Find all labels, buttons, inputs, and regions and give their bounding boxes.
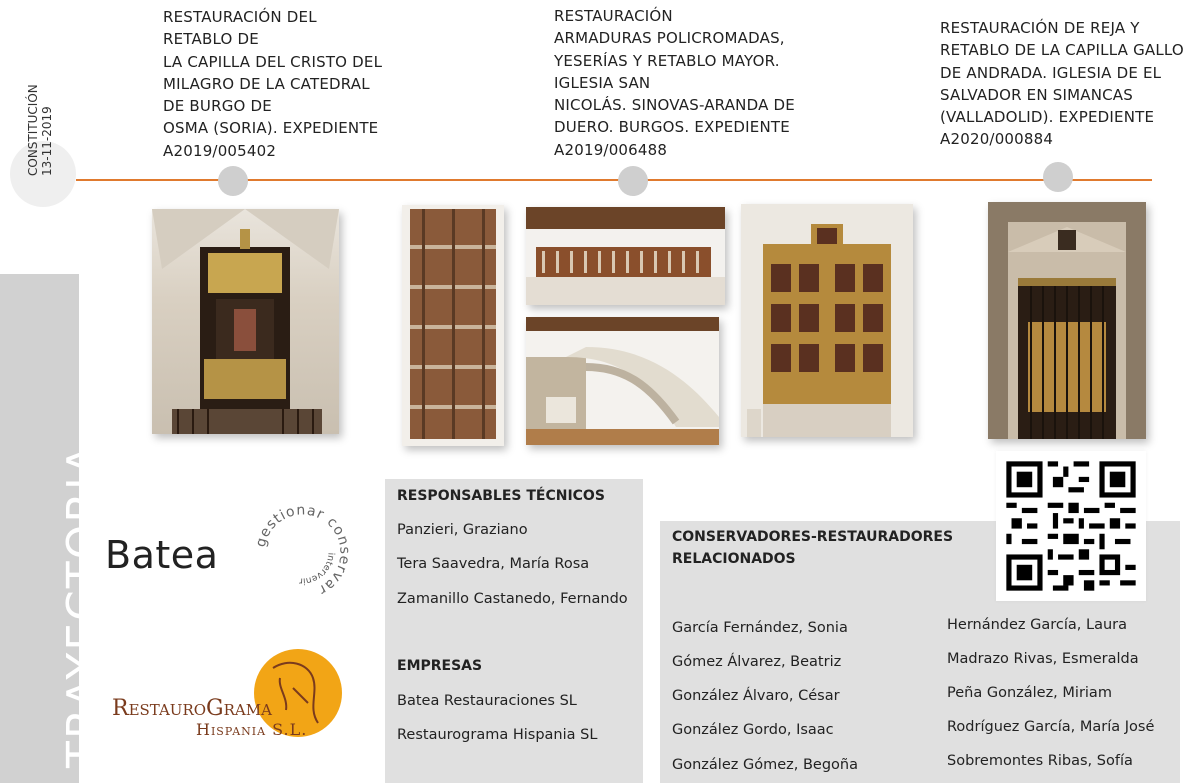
sidebar-title: TRAYECTORIA [58, 443, 109, 768]
responsable-item: Tera Saavedra, María Rosa [397, 556, 590, 572]
project-title-2: RESTAURACIÓN ARMADURAS POLICROMADAS, YESERÍAS Y RETABLO MAYOR. IGLESIA SAN NICOLÁS. SINOVAS-ARANDA DE DUERO. BURGOS. EXPEDIENTE A2019/006488 [554, 7, 795, 159]
project-title-1: RESTAURACIÓN DEL RETABLO DE LA CAPILLA DEL CRISTO DEL MILAGRO DE LA CATEDRAL DE BURGO DE OSMA (SORIA). EXPEDIENTE A2019/005402 [163, 8, 383, 160]
photo-balcon [526, 207, 725, 305]
conservador-item: García Fernández, Sonia [672, 620, 848, 636]
photo-armadura-techo [402, 205, 504, 446]
timeline-dot-1 [218, 166, 248, 196]
conservador-item: Peña González, Miriam [947, 685, 1112, 701]
conservadores-heading: CONSERVADORES-RESTAURADORES [672, 529, 954, 545]
conservador-item: Madrazo Rivas, Esmeralda [947, 651, 1139, 667]
project-title-3: RESTAURACIÓN DE REJA Y RETABLO DE LA CAPILLA GALLO DE ANDRADA. IGLESIA DE EL SALVADOR EN SIMANCAS (VALLADOLID). EXPEDIENTE A2020/000884 [940, 19, 1184, 149]
qr-code[interactable] [996, 451, 1146, 601]
restaurograma-logo [108, 648, 350, 758]
empresas-heading: EMPRESAS [397, 658, 483, 674]
empresa-item: Restaurograma Hispania SL [397, 727, 598, 743]
conservador-item: Sobremontes Ribas, Sofía [947, 753, 1133, 769]
batea-logo: Batea [105, 533, 219, 577]
constitution-date: 13-11-2019 [40, 106, 54, 176]
responsables-heading: RESPONSABLES TÉCNICOS [397, 488, 605, 504]
conservador-item: Hernández García, Laura [947, 617, 1128, 633]
conservador-item: González Gómez, Begoña [672, 757, 858, 773]
timeline-dot-2 [618, 166, 648, 196]
conservador-item: González Álvaro, César [672, 688, 840, 704]
gestionar-conservar-logo [255, 505, 350, 600]
photo-retablo-mayor [741, 204, 913, 437]
conservador-item: Rodríguez García, María José [947, 719, 1155, 735]
responsable-item: Panzieri, Graziano [397, 522, 528, 538]
empresa-item: Batea Restauraciones SL [397, 693, 577, 709]
logo-ring-outer-text: estionar co rvar [256, 505, 350, 599]
timeline-dot-3 [1043, 162, 1073, 192]
constitution-title: CONSTITUCIÓN [26, 84, 40, 176]
responsables-panel [385, 479, 643, 783]
conservador-item: González Gordo, Isaac [672, 722, 834, 738]
photo-reja-capilla [988, 202, 1146, 439]
conservadores-heading-line2: RELACIONADOS [672, 551, 796, 567]
photo-retablo-cristo [152, 209, 339, 434]
conservador-item: Gómez Álvarez, Beatriz [672, 654, 842, 670]
photo-escalera [526, 317, 719, 445]
responsable-item: Zamanillo Castanedo, Fernando [397, 591, 628, 607]
restaurograma-subtitle: Hispania S.L. [196, 720, 308, 739]
constitution-label [26, 84, 54, 176]
logo-ring-middle-text: intervenir [298, 552, 336, 586]
restaurograma-name: RestauroGrama [112, 696, 272, 721]
